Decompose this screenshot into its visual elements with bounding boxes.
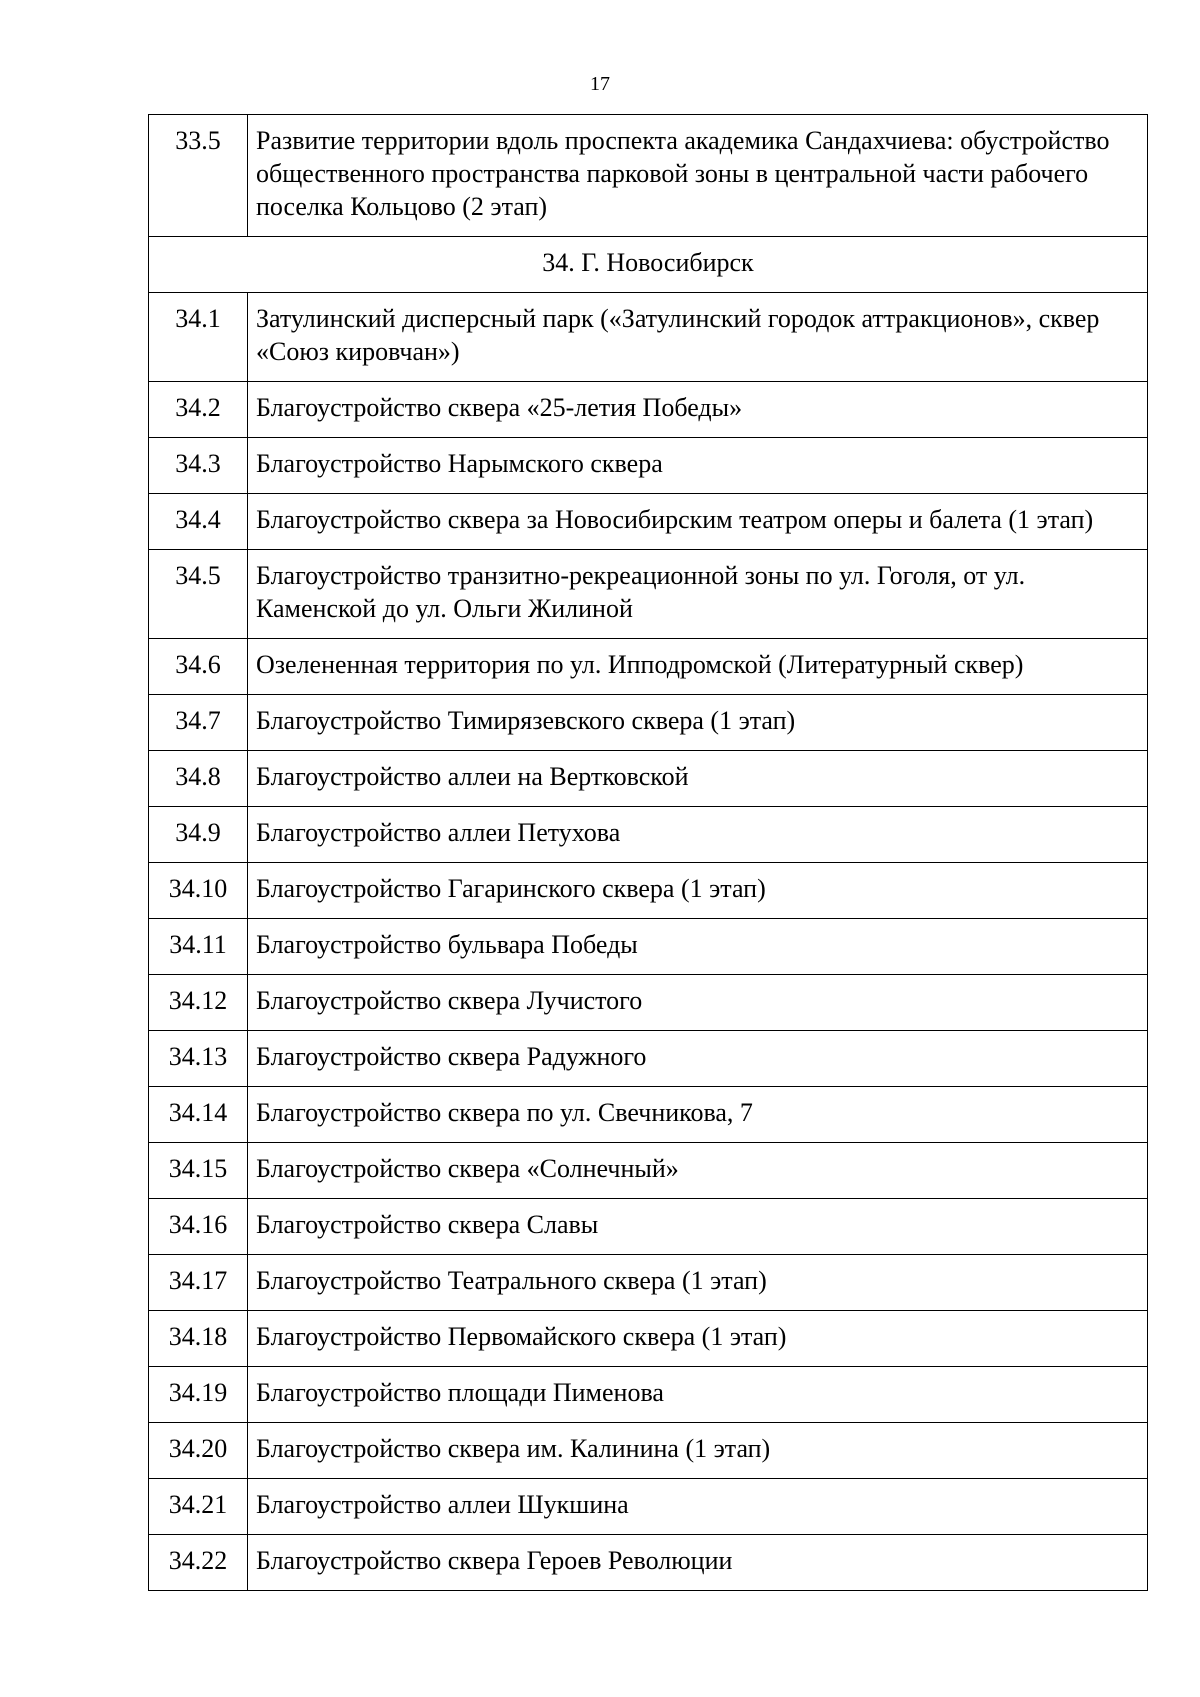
row-number: 34.3	[149, 438, 248, 494]
row-number: 34.11	[149, 919, 248, 975]
section-header-row	[149, 237, 1148, 293]
row-text: Благоустройство сквера за Новосибирским театром оперы и балета (1 этап)	[248, 494, 1148, 550]
table-row	[149, 1087, 1148, 1143]
table-row	[149, 1031, 1148, 1087]
row-number: 34.20	[149, 1423, 248, 1479]
row-text: Благоустройство сквера по ул. Свечникова, 7	[248, 1087, 1148, 1143]
row-number: 34.13	[149, 1031, 248, 1087]
table-row	[149, 1255, 1148, 1311]
table-row	[149, 695, 1148, 751]
row-text: Благоустройство бульвара Победы	[248, 919, 1148, 975]
row-number: 34.15	[149, 1143, 248, 1199]
row-number: 34.6	[149, 639, 248, 695]
row-number: 34.5	[149, 550, 248, 639]
row-text: Благоустройство транзитно-рекреационной зоны по ул. Гоголя, от ул. Каменской до ул. Ольги Жилиной	[248, 550, 1148, 639]
row-text: Озелененная территория по ул. Ипподромской (Литературный сквер)	[248, 639, 1148, 695]
row-text: Благоустройство сквера «25-летия Победы»	[248, 382, 1148, 438]
table-row	[149, 382, 1148, 438]
table-row	[149, 751, 1148, 807]
row-number: 34.22	[149, 1535, 248, 1591]
row-text: Благоустройство Тимирязевского сквера (1 этап)	[248, 695, 1148, 751]
table-row	[149, 1143, 1148, 1199]
row-number: 33.5	[149, 115, 248, 237]
row-text: Благоустройство сквера им. Калинина (1 этап)	[248, 1423, 1148, 1479]
table-row	[149, 1367, 1148, 1423]
row-number: 34.12	[149, 975, 248, 1031]
table-row	[149, 293, 1148, 382]
row-number: 34.1	[149, 293, 248, 382]
table-body	[149, 115, 1148, 1591]
row-text: Затулинский дисперсный парк («Затулинский городок аттракционов», сквер «Союз кировчан»)	[248, 293, 1148, 382]
table-row	[149, 550, 1148, 639]
row-text: Развитие территории вдоль проспекта академика Сандахчиева: обустройство общественного пространства парковой зоны в центральной части рабочего поселка Кольцово (2 этап)	[248, 115, 1148, 237]
row-text: Благоустройство аллеи на Вертковской	[248, 751, 1148, 807]
table-row	[149, 639, 1148, 695]
row-number: 34.7	[149, 695, 248, 751]
table-row	[149, 975, 1148, 1031]
row-number: 34.4	[149, 494, 248, 550]
row-text: Благоустройство Театрального сквера (1 этап)	[248, 1255, 1148, 1311]
table-row	[149, 1423, 1148, 1479]
row-number: 34.16	[149, 1199, 248, 1255]
row-number: 34.14	[149, 1087, 248, 1143]
row-text: Благоустройство Первомайского сквера (1 этап)	[248, 1311, 1148, 1367]
row-text: Благоустройство сквера Героев Революции	[248, 1535, 1148, 1591]
row-number: 34.10	[149, 863, 248, 919]
row-text: Благоустройство Нарымского сквера	[248, 438, 1148, 494]
row-text: Благоустройство сквера «Солнечный»	[248, 1143, 1148, 1199]
table-row	[149, 863, 1148, 919]
table-row	[149, 1311, 1148, 1367]
page-number: 17	[590, 73, 610, 95]
row-text: Благоустройство аллеи Петухова	[248, 807, 1148, 863]
row-text: Благоустройство сквера Радужного	[248, 1031, 1148, 1087]
row-number: 34.21	[149, 1479, 248, 1535]
table-row	[149, 115, 1148, 237]
row-number: 34.8	[149, 751, 248, 807]
row-number: 34.19	[149, 1367, 248, 1423]
table-row	[149, 807, 1148, 863]
row-number: 34.17	[149, 1255, 248, 1311]
document-table	[148, 114, 1148, 1591]
row-text: Благоустройство сквера Лучистого	[248, 975, 1148, 1031]
row-text: Благоустройство сквера Славы	[248, 1199, 1148, 1255]
table-row	[149, 1535, 1148, 1591]
row-text: Благоустройство Гагаринского сквера (1 этап)	[248, 863, 1148, 919]
row-number: 34.9	[149, 807, 248, 863]
table-row	[149, 1199, 1148, 1255]
row-text: Благоустройство площади Пименова	[248, 1367, 1148, 1423]
table-row	[149, 1479, 1148, 1535]
table-row	[149, 919, 1148, 975]
row-number: 34.2	[149, 382, 248, 438]
row-text: Благоустройство аллеи Шукшина	[248, 1479, 1148, 1535]
row-number: 34.18	[149, 1311, 248, 1367]
table-row	[149, 438, 1148, 494]
table-row	[149, 494, 1148, 550]
section-title: 34. Г. Новосибирск	[149, 237, 1148, 293]
